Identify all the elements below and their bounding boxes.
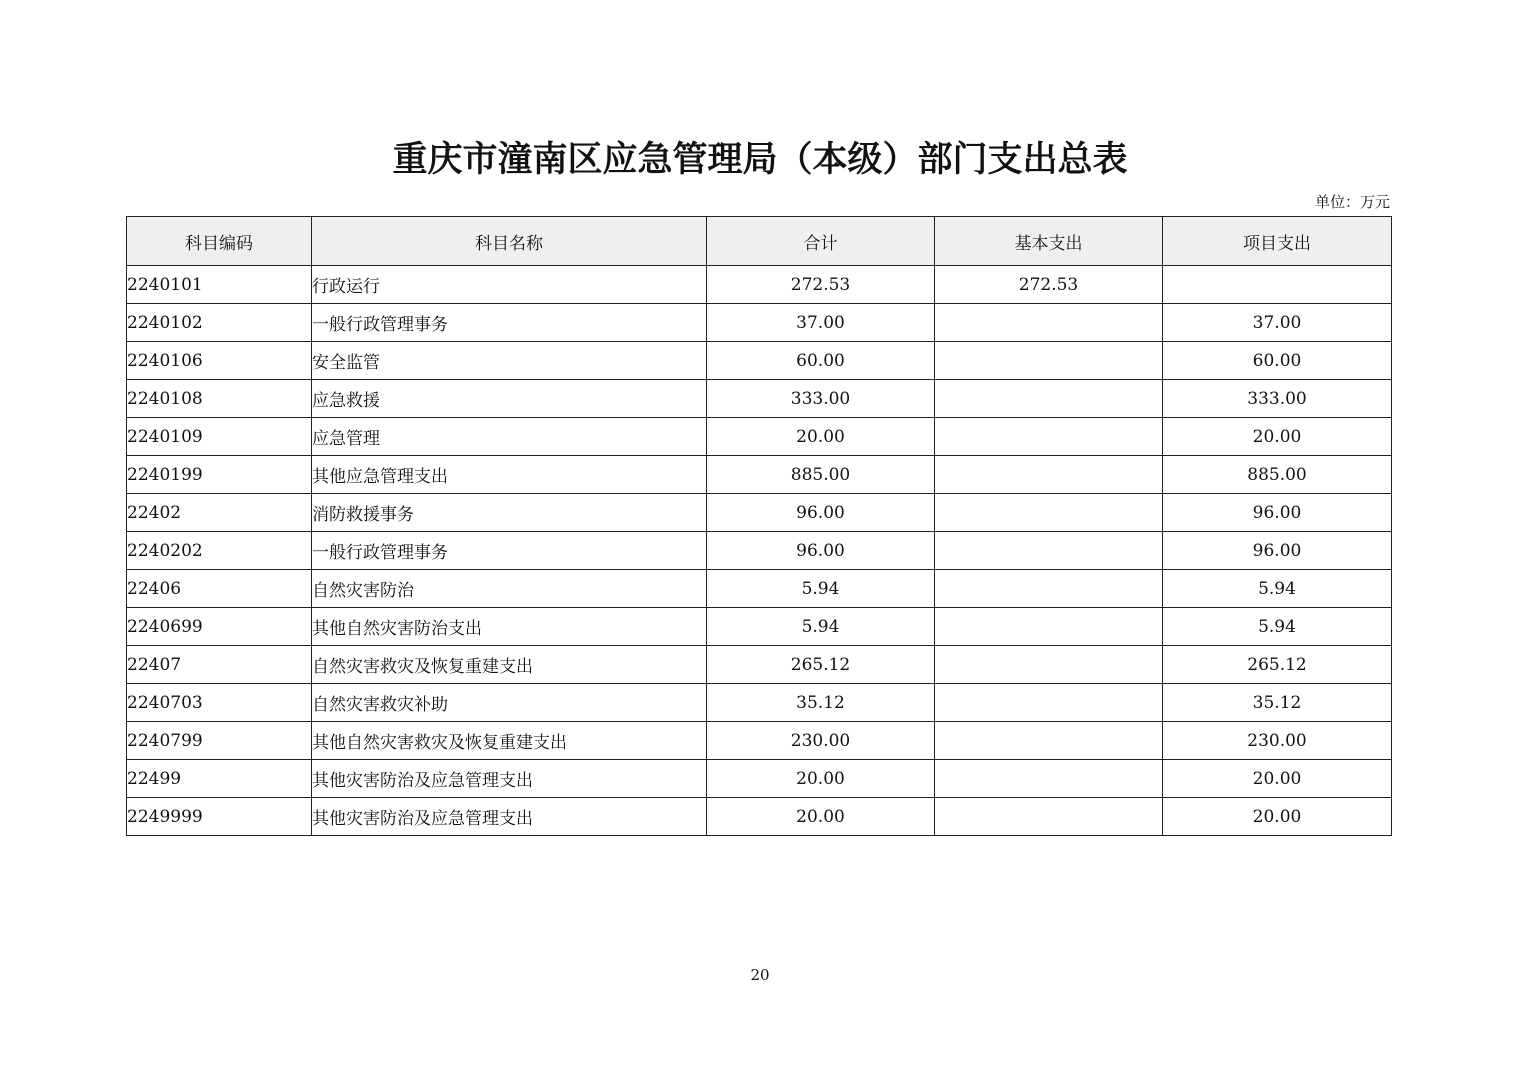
cell-name: 其他灾害防治及应急管理支出 [312, 798, 707, 836]
cell-code: 2240202 [127, 532, 312, 570]
cell-total: 96.00 [707, 494, 935, 532]
header-basic: 基本支出 [935, 217, 1163, 266]
cell-project: 96.00 [1163, 494, 1392, 532]
cell-total: 272.53 [707, 266, 935, 304]
cell-total: 96.00 [707, 532, 935, 570]
cell-total: 35.12 [707, 684, 935, 722]
cell-name: 应急管理 [312, 418, 707, 456]
cell-code: 22406 [127, 570, 312, 608]
cell-basic [935, 418, 1163, 456]
cell-basic [935, 380, 1163, 418]
cell-basic [935, 532, 1163, 570]
cell-code: 2240199 [127, 456, 312, 494]
cell-name: 应急救援 [312, 380, 707, 418]
cell-total: 230.00 [707, 722, 935, 760]
cell-name: 其他灾害防治及应急管理支出 [312, 760, 707, 798]
cell-total: 333.00 [707, 380, 935, 418]
cell-project: 265.12 [1163, 646, 1392, 684]
cell-code: 2240703 [127, 684, 312, 722]
table-row [127, 760, 1392, 798]
table-row [127, 532, 1392, 570]
unit-label: 单位：万元 [1314, 193, 1390, 211]
table-body [127, 266, 1392, 836]
cell-code: 2240109 [127, 418, 312, 456]
table-row [127, 418, 1392, 456]
cell-basic [935, 760, 1163, 798]
cell-name: 自然灾害救灾及恢复重建支出 [312, 646, 707, 684]
table-row [127, 266, 1392, 304]
table-row [127, 342, 1392, 380]
cell-project: 37.00 [1163, 304, 1392, 342]
cell-name: 其他自然灾害救灾及恢复重建支出 [312, 722, 707, 760]
cell-total: 20.00 [707, 760, 935, 798]
cell-project: 20.00 [1163, 418, 1392, 456]
header-name: 科目名称 [312, 217, 707, 266]
cell-total: 20.00 [707, 418, 935, 456]
page-title: 重庆市潼南区应急管理局（本级）部门支出总表 [392, 139, 1128, 180]
cell-name: 消防救援事务 [312, 494, 707, 532]
table-row [127, 380, 1392, 418]
table-row [127, 722, 1392, 760]
header-total: 合计 [707, 217, 935, 266]
cell-project: 5.94 [1163, 608, 1392, 646]
cell-name: 一般行政管理事务 [312, 304, 707, 342]
cell-project: 230.00 [1163, 722, 1392, 760]
expenditure-table [126, 216, 1392, 836]
cell-code: 2240106 [127, 342, 312, 380]
cell-basic [935, 494, 1163, 532]
cell-basic [935, 304, 1163, 342]
cell-code: 2240101 [127, 266, 312, 304]
cell-basic [935, 684, 1163, 722]
cell-project: 20.00 [1163, 798, 1392, 836]
cell-basic [935, 456, 1163, 494]
cell-project: 333.00 [1163, 380, 1392, 418]
cell-project: 5.94 [1163, 570, 1392, 608]
page-number: 20 [750, 966, 770, 984]
cell-total: 37.00 [707, 304, 935, 342]
cell-total: 20.00 [707, 798, 935, 836]
table-row [127, 646, 1392, 684]
cell-code: 22407 [127, 646, 312, 684]
table-row [127, 570, 1392, 608]
cell-code: 2240799 [127, 722, 312, 760]
cell-basic [935, 570, 1163, 608]
table-row [127, 456, 1392, 494]
cell-basic: 272.53 [935, 266, 1163, 304]
table-row [127, 304, 1392, 342]
cell-code: 2240102 [127, 304, 312, 342]
cell-project: 20.00 [1163, 760, 1392, 798]
header-code: 科目编码 [127, 217, 312, 266]
cell-project: 885.00 [1163, 456, 1392, 494]
table-row [127, 608, 1392, 646]
cell-name: 一般行政管理事务 [312, 532, 707, 570]
cell-basic [935, 646, 1163, 684]
cell-name: 安全监管 [312, 342, 707, 380]
cell-code: 2240699 [127, 608, 312, 646]
cell-code: 2240108 [127, 380, 312, 418]
cell-name: 自然灾害防治 [312, 570, 707, 608]
cell-total: 60.00 [707, 342, 935, 380]
cell-name: 行政运行 [312, 266, 707, 304]
cell-project: 60.00 [1163, 342, 1392, 380]
cell-total: 5.94 [707, 608, 935, 646]
cell-total: 265.12 [707, 646, 935, 684]
cell-name: 其他应急管理支出 [312, 456, 707, 494]
cell-code: 22402 [127, 494, 312, 532]
cell-basic [935, 722, 1163, 760]
cell-total: 885.00 [707, 456, 935, 494]
table-row [127, 684, 1392, 722]
cell-basic [935, 608, 1163, 646]
cell-code: 2249999 [127, 798, 312, 836]
header-project: 项目支出 [1163, 217, 1392, 266]
cell-name: 其他自然灾害防治支出 [312, 608, 707, 646]
cell-project: 96.00 [1163, 532, 1392, 570]
cell-total: 5.94 [707, 570, 935, 608]
cell-basic [935, 342, 1163, 380]
table-row [127, 798, 1392, 836]
cell-basic [935, 798, 1163, 836]
table-header-row [127, 217, 1392, 266]
table-row [127, 494, 1392, 532]
cell-project: 35.12 [1163, 684, 1392, 722]
cell-name: 自然灾害救灾补助 [312, 684, 707, 722]
cell-code: 22499 [127, 760, 312, 798]
cell-project [1163, 266, 1392, 304]
